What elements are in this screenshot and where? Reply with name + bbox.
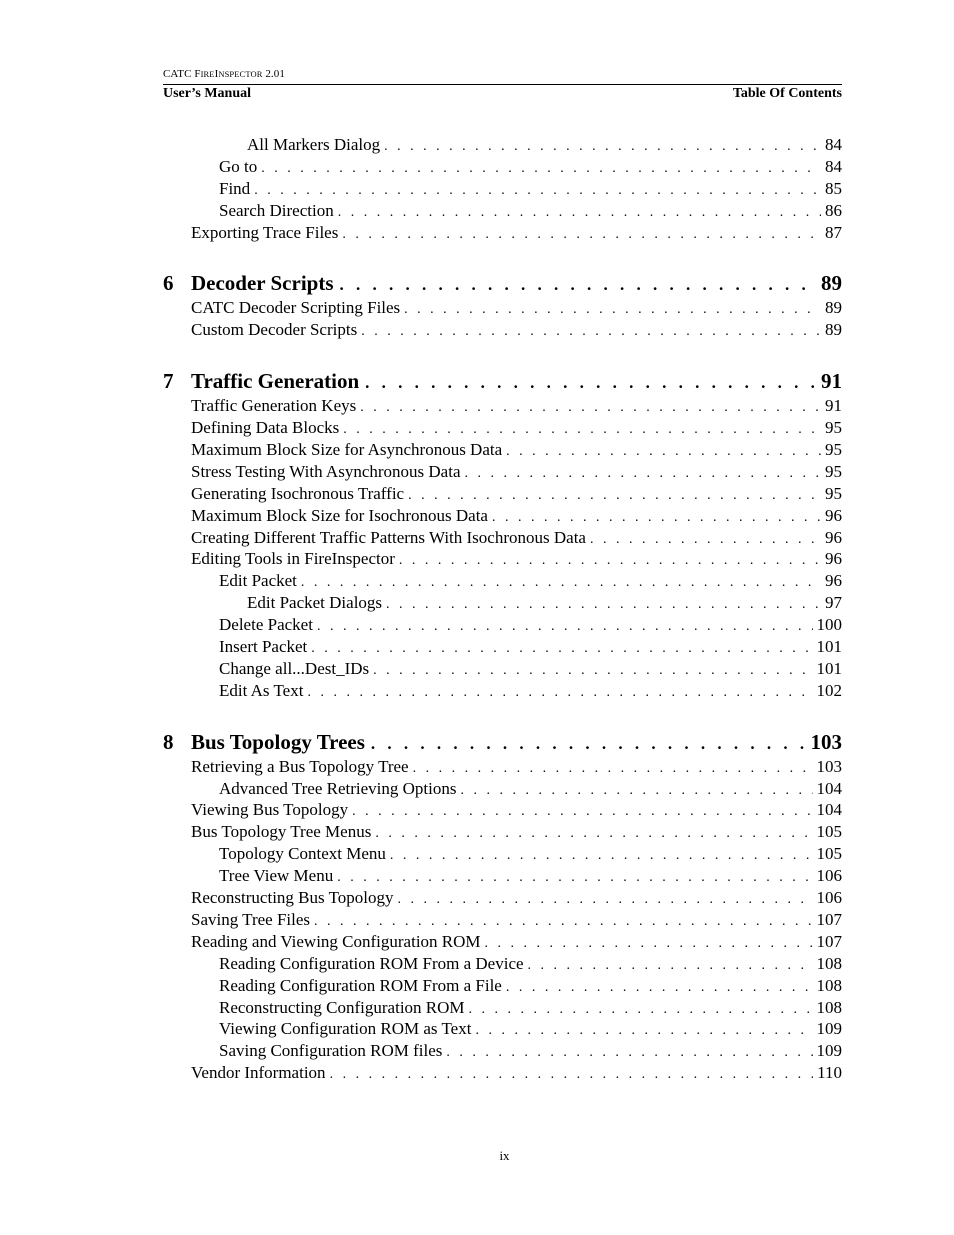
toc-entry-title: Reading Configuration ROM From a Device <box>219 953 524 973</box>
toc-entry-page: 107 <box>816 909 842 929</box>
toc-leader-dots <box>361 321 821 341</box>
toc-entry[interactable] <box>163 680 842 702</box>
toc-entry-title: Edit Packet <box>219 571 297 591</box>
toc-entry-title: Defining Data Blocks <box>191 418 340 438</box>
toc-entry[interactable] <box>163 592 842 614</box>
running-header-left: User’s Manual <box>163 86 252 101</box>
toc-entry-page: 106 <box>816 866 842 886</box>
toc-entry-title: Edit As Text <box>219 680 304 700</box>
toc-entry-page: 96 <box>825 527 842 547</box>
toc-leader-dots <box>373 660 812 680</box>
toc-entry-page: 101 <box>816 658 842 678</box>
toc-entry-page: 107 <box>816 931 842 951</box>
toc-entry-title: Stress Testing With Asynchronous Data <box>191 461 461 481</box>
chapter-number: 6 <box>163 271 174 296</box>
toc-entry-page: 104 <box>816 778 842 798</box>
header-rule <box>163 84 842 85</box>
toc-leader-dots <box>475 1020 812 1040</box>
toc-leader-dots <box>360 397 821 417</box>
toc-entry-title: Reading Configuration ROM From a File <box>219 975 502 995</box>
toc-leader-dots <box>352 801 812 821</box>
toc-entry-title: Maximum Block Size for Isochronous Data <box>191 505 488 525</box>
toc-entry-page: 108 <box>816 975 842 995</box>
toc-entry[interactable] <box>163 483 842 505</box>
toc-leader-dots <box>413 758 813 778</box>
toc-entry-page: 89 <box>825 320 842 340</box>
toc-entry[interactable] <box>163 527 842 549</box>
toc-leader-dots <box>386 594 821 614</box>
toc-entry-title: Creating Different Traffic Patterns With Isochronous Data <box>191 527 586 547</box>
toc-entry[interactable] <box>163 756 842 778</box>
running-header-right: Table Of Contents <box>732 86 842 101</box>
table-of-contents <box>163 134 842 1084</box>
toc-entry-page: 96 <box>825 571 842 591</box>
toc-leader-dots <box>384 136 821 156</box>
toc-leader-dots <box>338 202 821 222</box>
toc-entry[interactable] <box>163 1018 842 1040</box>
toc-leader-dots <box>311 638 812 658</box>
toc-entry-title: Editing Tools in FireInspector <box>191 549 395 569</box>
toc-entry-title: Viewing Configuration ROM as Text <box>219 1019 472 1039</box>
toc-entry-title: Custom Decoder Scripts <box>191 320 358 340</box>
toc-leader-dots <box>399 550 821 570</box>
toc-entry-page: 106 <box>816 888 842 908</box>
chapter-number: 8 <box>163 729 174 754</box>
toc-entry-page: 101 <box>816 637 842 657</box>
toc-leader-dots <box>446 1042 812 1062</box>
chapter-title: Decoder Scripts <box>191 271 334 296</box>
toc-entry[interactable] <box>163 319 842 341</box>
toc-entry[interactable] <box>163 134 842 156</box>
toc-entry-title: Search Direction <box>219 200 334 220</box>
toc-entry-page: 85 <box>825 178 842 198</box>
toc-entry[interactable] <box>163 297 842 319</box>
toc-entry-title: Maximum Block Size for Asynchronous Data <box>191 440 503 460</box>
toc-entry-title: Reading and Viewing Configuration ROM <box>191 931 481 951</box>
toc-entry-page: 97 <box>825 593 842 613</box>
toc-entry-title: Vendor Information <box>191 1063 326 1083</box>
toc-entry-title: Bus Topology Tree Menus <box>191 822 372 842</box>
toc-entry-page: 109 <box>816 1019 842 1039</box>
toc-leader-dots <box>254 180 821 200</box>
toc-leader-dots <box>408 485 821 505</box>
toc-entry[interactable] <box>163 997 842 1019</box>
toc-leader-dots <box>469 999 813 1019</box>
toc-entry[interactable] <box>163 178 842 200</box>
toc-entry-title: Traffic Generation Keys <box>191 396 357 416</box>
toc-entry[interactable] <box>163 395 842 417</box>
toc-entry-title: Generating Isochronous Traffic <box>191 483 405 503</box>
toc-entry-title: Exporting Trace Files <box>191 222 339 242</box>
toc-entry[interactable] <box>163 887 842 909</box>
chapter-title: Bus Topology Trees <box>191 729 365 754</box>
toc-entry-title: All Markers Dialog <box>247 135 381 154</box>
toc-leader-dots <box>404 299 821 319</box>
toc-entry-page: 108 <box>816 953 842 973</box>
toc-entry-title: Insert Packet <box>219 637 308 657</box>
toc-entry[interactable] <box>163 799 842 821</box>
running-header-product: CATC FIREINSPECTOR 2.01 <box>163 68 285 80</box>
toc-entry[interactable] <box>163 865 842 887</box>
toc-entry-title: Reconstructing Configuration ROM <box>219 997 465 1017</box>
toc-leader-dots <box>301 572 821 592</box>
toc-entry-title: Edit Packet Dialogs <box>247 593 383 613</box>
toc-leader-dots <box>261 158 821 178</box>
toc-entry-title: Retrieving a Bus Topology Tree <box>191 756 409 776</box>
toc-leader-dots <box>506 977 813 997</box>
toc-entry-title: Tree View Menu <box>219 866 334 886</box>
toc-entry[interactable] <box>163 570 842 592</box>
toc-leader-dots <box>342 224 821 244</box>
toc-entry-page: 100 <box>816 615 842 635</box>
toc-entry[interactable] <box>163 200 842 222</box>
toc-entry-title: Topology Context Menu <box>219 844 386 864</box>
toc-entry[interactable] <box>163 505 842 527</box>
toc-entry-page: 84 <box>825 156 842 176</box>
toc-entry-page: 108 <box>816 997 842 1017</box>
toc-entry[interactable] <box>163 461 842 483</box>
toc-entry[interactable] <box>163 778 842 800</box>
toc-entry[interactable] <box>163 953 842 975</box>
toc-entry-page: 87 <box>825 222 842 242</box>
chapter-title: Traffic Generation <box>191 369 360 394</box>
toc-entry-page: 91 <box>825 396 842 416</box>
toc-leader-dots <box>343 419 821 439</box>
toc-entry[interactable] <box>163 821 842 843</box>
toc-entry-page: 102 <box>816 680 842 700</box>
toc-entry[interactable] <box>163 222 842 244</box>
chapter-page: 89 <box>821 271 842 296</box>
toc-leader-dots <box>590 529 821 549</box>
toc-entry-page: 105 <box>816 844 842 864</box>
toc-entry[interactable] <box>163 439 842 461</box>
toc-leader-dots <box>340 271 816 297</box>
toc-entry-page: 103 <box>816 756 842 776</box>
toc-leader-dots <box>465 463 822 483</box>
toc-entry-page: 96 <box>825 505 842 525</box>
toc-entry-title: Saving Configuration ROM files <box>219 1041 443 1061</box>
toc-entry[interactable] <box>163 614 842 636</box>
toc-entry-page: 84 <box>825 135 842 154</box>
toc-entry-page: 110 <box>817 1063 842 1083</box>
toc-leader-dots <box>528 955 813 975</box>
toc-entry-page: 105 <box>816 822 842 842</box>
toc-entry[interactable] <box>163 909 842 931</box>
toc-entry-page: 95 <box>825 440 842 460</box>
toc-entry-title: Viewing Bus Topology <box>191 800 349 820</box>
toc-chapter[interactable] <box>163 728 842 756</box>
toc-leader-dots <box>375 823 812 843</box>
toc-entry-title: Go to <box>219 156 258 176</box>
toc-entry[interactable] <box>163 548 842 570</box>
toc-entry-title: Saving Tree Files <box>191 909 311 929</box>
toc-entry[interactable] <box>163 975 842 997</box>
toc-leader-dots <box>330 1064 814 1084</box>
toc-entry-title: Find <box>219 178 251 198</box>
toc-entry-page: 96 <box>825 549 842 569</box>
toc-entry-page: 95 <box>825 418 842 438</box>
toc-leader-dots <box>337 867 812 887</box>
toc-leader-dots <box>314 911 812 931</box>
toc-entry-page: 86 <box>825 200 842 220</box>
toc-entry[interactable] <box>163 1040 842 1062</box>
toc-chapter[interactable] <box>163 269 842 297</box>
toc-leader-dots <box>506 441 821 461</box>
toc-leader-dots <box>307 682 812 702</box>
chapter-page: 91 <box>821 369 842 394</box>
toc-leader-dots <box>371 730 805 756</box>
toc-entry[interactable] <box>163 658 842 680</box>
toc-leader-dots <box>492 507 821 527</box>
toc-leader-dots <box>317 616 813 636</box>
toc-leader-dots <box>461 780 813 800</box>
toc-entry[interactable] <box>163 931 842 953</box>
toc-chapter[interactable] <box>163 367 842 395</box>
toc-entry-page: 95 <box>825 483 842 503</box>
chapter-page: 103 <box>810 729 842 754</box>
toc-entry-page: 95 <box>825 461 842 481</box>
chapter-number: 7 <box>163 369 174 394</box>
toc-entry-page: 104 <box>816 800 842 820</box>
toc-entry[interactable] <box>163 843 842 865</box>
toc-leader-dots <box>390 845 813 865</box>
toc-entry[interactable] <box>163 156 842 178</box>
toc-leader-dots <box>398 889 813 909</box>
page-number: ix <box>499 1148 510 1163</box>
toc-entry-title: CATC Decoder Scripting Files <box>191 298 401 318</box>
toc-entry-title: Delete Packet <box>219 615 313 635</box>
toc-entry-page: 89 <box>825 298 842 318</box>
toc-leader-dots <box>485 933 813 953</box>
toc-entry[interactable] <box>163 636 842 658</box>
toc-entry-title: Change all...Dest_IDs <box>219 658 370 678</box>
toc-entry[interactable] <box>163 417 842 439</box>
toc-leader-dots <box>365 369 815 395</box>
toc-entry-page: 109 <box>816 1041 842 1061</box>
toc-entry[interactable] <box>163 1062 842 1084</box>
toc-entry-title: Advanced Tree Retrieving Options <box>219 778 457 798</box>
toc-entry-title: Reconstructing Bus Topology <box>191 888 394 908</box>
